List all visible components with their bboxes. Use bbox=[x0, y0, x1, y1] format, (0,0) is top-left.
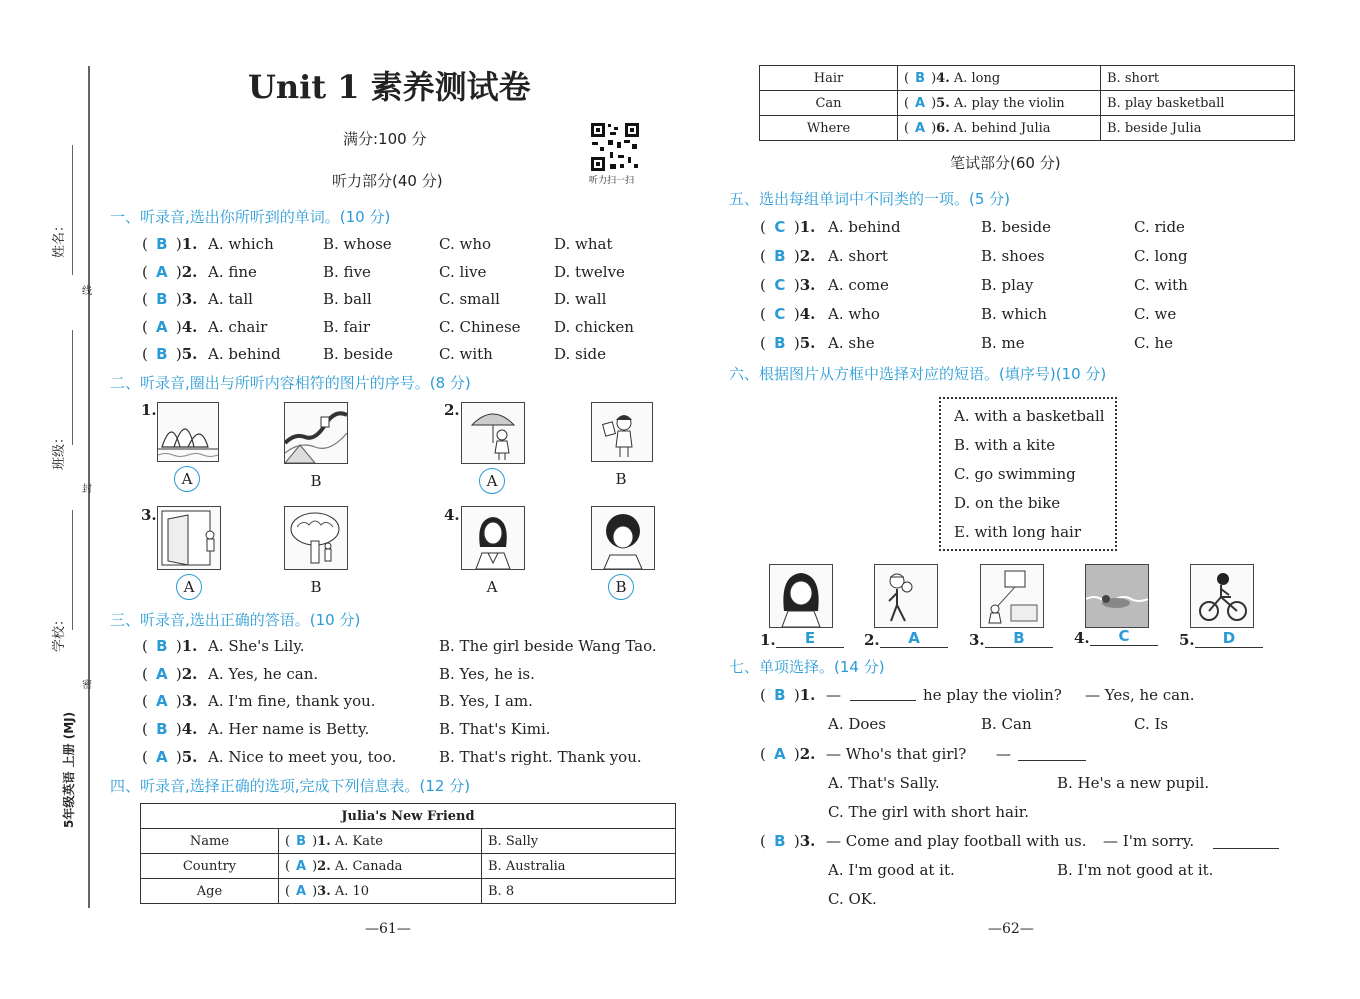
option-b[interactable]: B. me bbox=[981, 334, 1025, 352]
section-3-title: 三、听录音,选出正确的答语。(10 分) bbox=[110, 611, 361, 629]
opera-house-image[interactable] bbox=[157, 402, 219, 462]
option-a[interactable]: A. behind Julia bbox=[953, 120, 1051, 136]
option-a[interactable]: A. She's Lily. bbox=[208, 637, 305, 655]
option-c[interactable]: C. with bbox=[1134, 276, 1188, 294]
option-a[interactable]: A. Her name is Betty. bbox=[208, 720, 370, 738]
option-b[interactable]: B. beside bbox=[981, 218, 1052, 236]
seal-char: 封 bbox=[82, 484, 92, 495]
boy-paper-image[interactable] bbox=[591, 402, 653, 462]
option-a[interactable]: A. Yes, he can. bbox=[208, 665, 319, 683]
option-b[interactable]: B. which bbox=[981, 305, 1047, 323]
option-a[interactable]: A. Kate bbox=[334, 833, 383, 849]
option-b[interactable]: B. ball bbox=[323, 290, 372, 308]
phrase-item: E. with long hair bbox=[954, 523, 1082, 541]
listening-header: 听力部分(40 分) bbox=[332, 172, 443, 190]
table-row: Name ( B )1. A. Kate B. Sally bbox=[141, 829, 676, 854]
table-row: Age ( A )3. A. 10 B. 8 bbox=[141, 879, 676, 904]
woman-short-hair-image[interactable] bbox=[591, 506, 655, 570]
option-a[interactable]: A. behind bbox=[208, 345, 281, 363]
option-a[interactable]: A. I'm fine, thank you. bbox=[208, 692, 376, 710]
answer-circle: A bbox=[479, 468, 505, 494]
answer-circle: B bbox=[608, 574, 634, 600]
option-a[interactable]: A. short bbox=[828, 247, 888, 265]
table-row: Where ( A )6. A. behind Julia B. beside Julia bbox=[760, 116, 1295, 141]
answer-blank[interactable]: D bbox=[1195, 629, 1263, 648]
info-table bbox=[140, 803, 676, 904]
name-label: 姓名： bbox=[52, 218, 67, 258]
boy-basketball-image[interactable] bbox=[874, 564, 938, 628]
door-boy-image[interactable] bbox=[157, 506, 221, 570]
option-a[interactable]: A. fine bbox=[208, 263, 257, 281]
section-1-title: 一、听录音,选出你所听到的单词。(10 分) bbox=[110, 208, 391, 226]
book-label: 5年级英语 上册 (MJ) bbox=[62, 711, 76, 828]
answer-circle: A bbox=[174, 466, 200, 492]
tree-image[interactable] bbox=[284, 506, 348, 570]
score-label: 满分:100 分 bbox=[343, 130, 427, 148]
option-a[interactable]: A. she bbox=[828, 334, 875, 352]
page-number-right: —62— bbox=[988, 921, 1034, 937]
answer-blank[interactable]: E bbox=[776, 629, 844, 648]
answer-blank[interactable]: C bbox=[1090, 627, 1158, 646]
option-c[interactable]: C. we bbox=[1134, 305, 1177, 323]
answer-circle: A bbox=[176, 574, 202, 600]
table-row: Can ( A )5. A. play the violin B. play basketball bbox=[760, 91, 1295, 116]
option-b[interactable]: B. play bbox=[981, 276, 1034, 294]
question-number: 1. bbox=[141, 401, 157, 419]
great-wall-image[interactable] bbox=[284, 402, 348, 464]
binding-line-inner bbox=[72, 145, 73, 275]
binding-line-inner-3 bbox=[72, 510, 73, 630]
option-c[interactable]: C. with bbox=[439, 345, 493, 363]
class-label: 班级： bbox=[52, 430, 67, 470]
option-b[interactable]: B. 8 bbox=[482, 879, 676, 904]
option-b[interactable]: B. That's Kimi. bbox=[439, 720, 551, 738]
option-b[interactable]: B. I'm not good at it. bbox=[1057, 861, 1214, 879]
phrase-item: B. with a kite bbox=[954, 436, 1056, 454]
swimming-image[interactable] bbox=[1085, 564, 1149, 628]
option-c[interactable]: C. he bbox=[1134, 334, 1174, 352]
answer-blank[interactable] bbox=[1213, 848, 1279, 849]
phrase-item: C. go swimming bbox=[954, 465, 1076, 483]
option-c[interactable]: C. long bbox=[1134, 247, 1188, 265]
option-b[interactable]: B. beside bbox=[323, 345, 394, 363]
option-label: B bbox=[310, 578, 322, 596]
option-a[interactable]: A. who bbox=[828, 305, 880, 323]
question-number: 4. bbox=[444, 506, 460, 524]
section-7-title: 七、单项选择。(14 分) bbox=[729, 658, 885, 676]
option-b[interactable]: B. Can bbox=[981, 715, 1032, 733]
option-b[interactable]: B. That's right. Thank you. bbox=[439, 748, 642, 766]
phrase-box bbox=[939, 397, 1117, 551]
qr-code-icon[interactable] bbox=[590, 122, 640, 172]
answer-blank[interactable]: A bbox=[880, 629, 948, 648]
option-c[interactable]: C. who bbox=[439, 235, 492, 253]
option-a[interactable]: A. I'm good at it. bbox=[828, 861, 955, 879]
option-label: A bbox=[486, 578, 498, 596]
option-b[interactable]: B. beside Julia bbox=[1101, 116, 1295, 141]
secret-char: 密 bbox=[82, 680, 92, 691]
option-d[interactable]: D. what bbox=[554, 235, 613, 253]
section-6-title: 六、根据图片从方框中选择对应的短语。(填序号)(10 分) bbox=[729, 365, 1107, 383]
option-a[interactable]: A. which bbox=[208, 235, 274, 253]
writing-header: 笔试部分(60 分) bbox=[950, 154, 1061, 172]
option-c[interactable]: C. ride bbox=[1134, 218, 1185, 236]
phrase-item: D. on the bike bbox=[954, 494, 1061, 512]
option-c[interactable]: C. small bbox=[439, 290, 500, 308]
option-c[interactable]: C. Is bbox=[1134, 715, 1169, 733]
info-table-continued bbox=[759, 65, 1295, 141]
option-c[interactable]: C. OK. bbox=[828, 890, 877, 908]
option-b[interactable]: B. short bbox=[1101, 66, 1295, 91]
girl-long-hair-image[interactable] bbox=[769, 564, 833, 628]
option-a[interactable]: A. play the violin bbox=[953, 95, 1065, 111]
kite-image[interactable] bbox=[980, 564, 1044, 628]
option-b[interactable]: B. whose bbox=[323, 235, 392, 253]
option-d[interactable]: D. wall bbox=[554, 290, 607, 308]
table-row: Country ( A )2. A. Canada B. Australia bbox=[141, 854, 676, 879]
question-number: 2. bbox=[444, 401, 460, 419]
option-c[interactable]: C. The girl with short hair. bbox=[828, 803, 1030, 821]
option-a[interactable]: A. 10 bbox=[334, 883, 370, 899]
binding-line-inner-2 bbox=[72, 330, 73, 445]
option-b[interactable]: B. Australia bbox=[482, 854, 676, 879]
option-b[interactable]: B. He's a new pupil. bbox=[1057, 774, 1210, 792]
question-number: 3. bbox=[141, 506, 157, 524]
answer-blank[interactable] bbox=[850, 700, 916, 701]
page-title: Unit 1 素养测试卷 bbox=[248, 68, 531, 106]
option-a[interactable]: A. That's Sally. bbox=[828, 774, 940, 792]
option-label: B bbox=[310, 472, 322, 490]
option-a[interactable]: A. behind bbox=[828, 218, 901, 236]
option-b[interactable]: B. fair bbox=[323, 318, 371, 336]
boy-bike-image[interactable] bbox=[1190, 564, 1254, 628]
option-b[interactable]: B. Yes, I am. bbox=[439, 692, 533, 710]
qr-label: 听力扫一扫 bbox=[589, 176, 635, 186]
section-4-title: 四、听录音,选择正确的选项,完成下列信息表。(12 分) bbox=[110, 777, 471, 795]
option-a[interactable]: A. long bbox=[953, 70, 1001, 86]
line-char: 线 bbox=[82, 286, 92, 297]
section-2-title: 二、听录音,圈出与所听内容相符的图片的序号。(8 分) bbox=[110, 374, 471, 392]
option-a[interactable]: A. Canada bbox=[334, 858, 403, 874]
option-b[interactable]: B. five bbox=[323, 263, 371, 281]
option-b[interactable]: B. play basketball bbox=[1101, 91, 1295, 116]
option-b[interactable]: B. Sally bbox=[482, 829, 676, 854]
option-b[interactable]: B. The girl beside Wang Tao. bbox=[439, 637, 657, 655]
table-row: Hair ( B )4. A. long B. short bbox=[760, 66, 1295, 91]
option-c[interactable]: C. Chinese bbox=[439, 318, 521, 336]
table-title: Julia's New Friend bbox=[141, 804, 676, 829]
phrase-item: A. with a basketball bbox=[954, 407, 1105, 425]
woman-long-hair-image[interactable] bbox=[461, 506, 525, 570]
option-a[interactable]: A. Nice to meet you, too. bbox=[208, 748, 397, 766]
option-label: B bbox=[615, 470, 627, 488]
option-a[interactable]: A. come bbox=[828, 276, 889, 294]
section-5-title: 五、选出每组单词中不同类的一项。(5 分) bbox=[729, 190, 1011, 208]
option-a[interactable]: A. Does bbox=[828, 715, 887, 733]
option-b[interactable]: B. shoes bbox=[981, 247, 1045, 265]
option-a[interactable]: A. chair bbox=[208, 318, 268, 336]
option-d[interactable]: D. twelve bbox=[554, 263, 625, 281]
girl-umbrella-image[interactable] bbox=[461, 402, 525, 464]
answer-blank[interactable]: B bbox=[985, 629, 1053, 648]
school-label: 学校： bbox=[52, 612, 67, 652]
option-a[interactable]: A. tall bbox=[208, 290, 253, 308]
option-d[interactable]: D. side bbox=[554, 345, 607, 363]
option-b[interactable]: B. Yes, he is. bbox=[439, 665, 535, 683]
option-d[interactable]: D. chicken bbox=[554, 318, 634, 336]
option-c[interactable]: C. live bbox=[439, 263, 487, 281]
answer-blank[interactable] bbox=[1018, 760, 1086, 761]
page-number-left: —61— bbox=[365, 921, 411, 937]
